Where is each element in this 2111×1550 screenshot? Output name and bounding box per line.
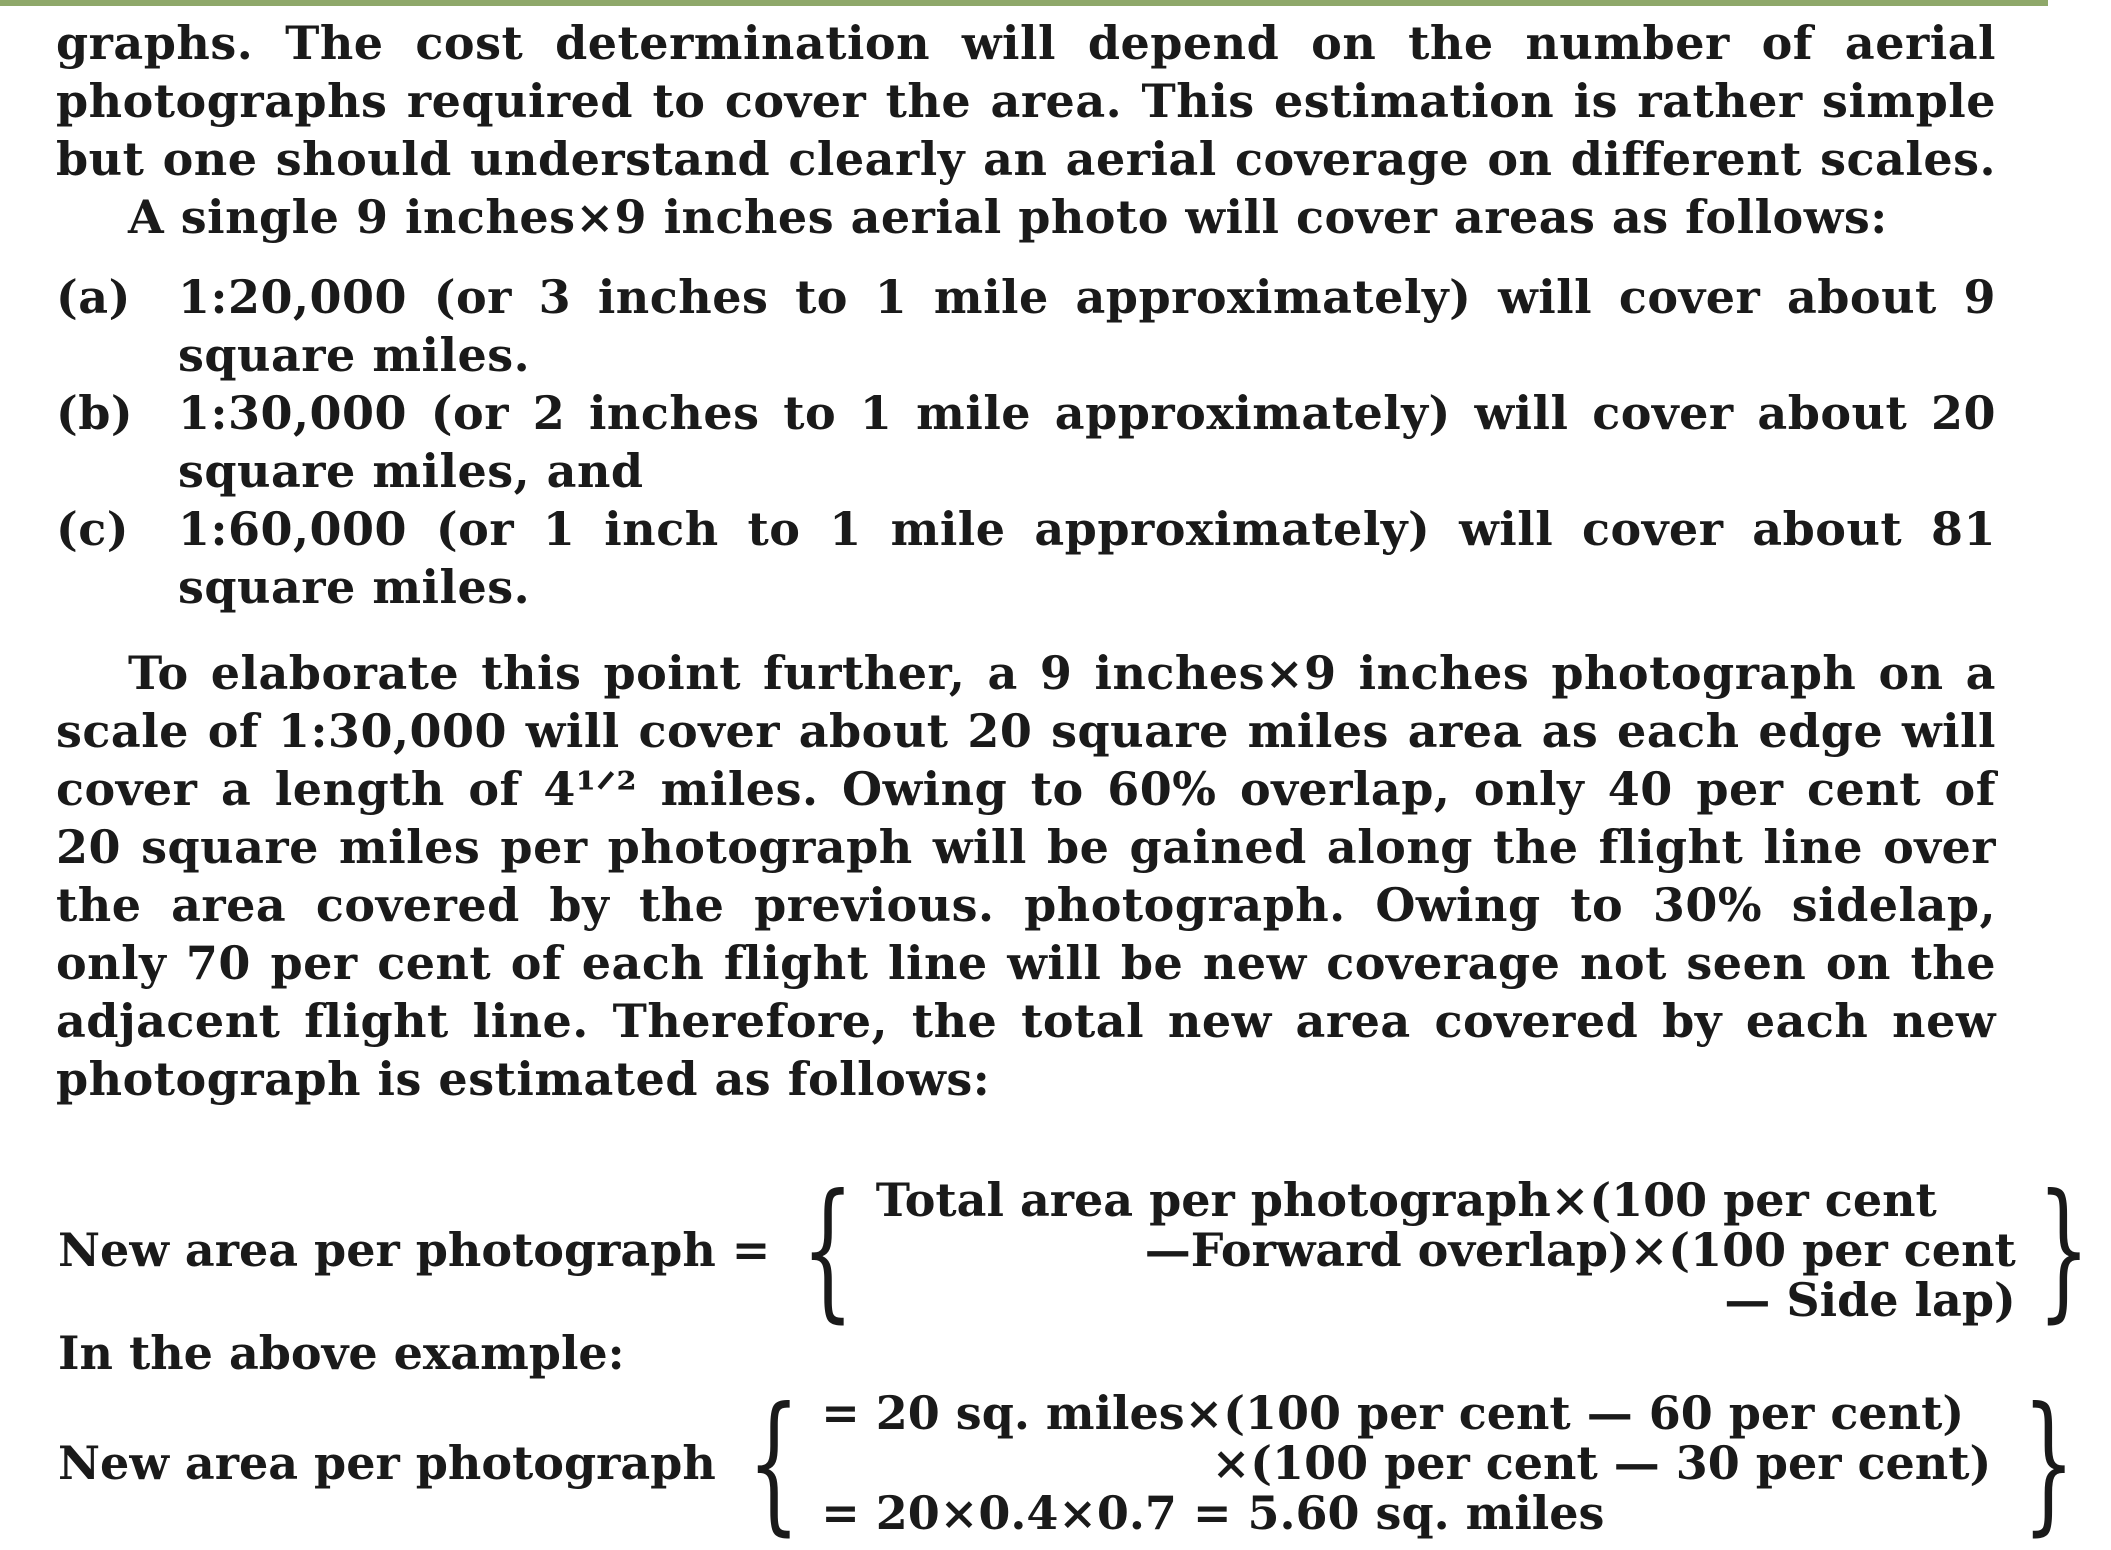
formula-line: = 20×0.4×0.7 = 5.60 sq. miles <box>821 1486 1605 1540</box>
list-item-line: 1:20,000 (or 3 inches to 1 mile approximately) will cover about 9 <box>178 270 1996 324</box>
list-item-line: 1:60,000 (or 1 inch to 1 mile approximately) will cover about 81 <box>178 502 1996 556</box>
formula-body <box>876 1175 2016 1325</box>
list-item-b <box>56 384 1996 500</box>
list-item-label: (c) <box>56 502 130 556</box>
scale-coverage-list <box>56 268 1996 616</box>
text-line: the area covered by the previous. photograph. Owing to 30% sidelap, <box>56 878 1996 932</box>
text-line: adjacent flight line. Therefore, the total new area covered by each new <box>56 994 1996 1048</box>
formula-line: — Side lap) <box>1724 1273 2016 1327</box>
list-item-a <box>56 268 1996 384</box>
intro-line: A single 9 inches×9 inches aerial photo will cover areas as follows: <box>128 190 1888 244</box>
text-line: only 70 per cent of each flight line will be new coverage not seen on the <box>56 936 1996 990</box>
list-item-label: (b) <box>56 386 134 440</box>
formula-label: New area per photograph <box>58 1436 716 1490</box>
right-brace: } <box>2037 1163 2090 1337</box>
text-line: photograph is estimated as follows: <box>56 1052 991 1106</box>
text-line: 20 square miles per photograph will be gained along the flight line over <box>56 820 1996 874</box>
text-line: To elaborate this point further, a 9 inches×9 inches photograph on a <box>128 646 1996 700</box>
text-line: photographs required to cover the area. This estimation is rather simple <box>56 74 1996 128</box>
list-item-line: square miles. <box>178 328 531 382</box>
formula-label: New area per photograph = <box>58 1223 771 1277</box>
text-line: scale of 1:30,000 will cover about 20 square miles area as each edge will <box>56 704 1996 758</box>
list-item-line: square miles. <box>178 560 531 614</box>
formula-line: = 20 sq. miles×(100 per cent — 60 per cent) <box>821 1386 1965 1440</box>
list-item-c <box>56 500 1996 616</box>
formula-general <box>58 1163 2111 1337</box>
example-heading: In the above example: <box>58 1326 625 1380</box>
left-brace: { <box>747 1376 800 1550</box>
formula-line: ×(100 per cent — 30 per cent) <box>1211 1436 1992 1490</box>
text-line: cover a length of 4¹ᐟ² miles. Owing to 60% overlap, only 40 per cent of <box>56 762 1996 816</box>
paragraph-cost-determination <box>56 14 1996 246</box>
list-item-label: (a) <box>56 270 131 324</box>
list-item-line: square miles, and <box>178 444 644 498</box>
formula-body <box>821 1388 2001 1538</box>
list-item-line: 1:30,000 (or 2 inches to 1 mile approximately) will cover about 20 <box>178 386 1996 440</box>
left-brace: { <box>801 1163 855 1337</box>
top-edge-bar <box>0 0 2048 6</box>
text-line: but one should understand clearly an aerial coverage on different scales. <box>56 132 1996 186</box>
formula-example <box>58 1376 2097 1550</box>
document-page <box>56 14 1996 1108</box>
text-line: graphs. The cost determination will depend on the number of aerial <box>56 16 1996 70</box>
paragraph-elaboration <box>56 644 1996 1108</box>
formula-line: —Forward overlap)×(100 per cent <box>1144 1223 2016 1277</box>
formula-line: Total area per photograph×(100 per cent <box>875 1173 1937 1227</box>
right-brace: } <box>2022 1376 2076 1550</box>
